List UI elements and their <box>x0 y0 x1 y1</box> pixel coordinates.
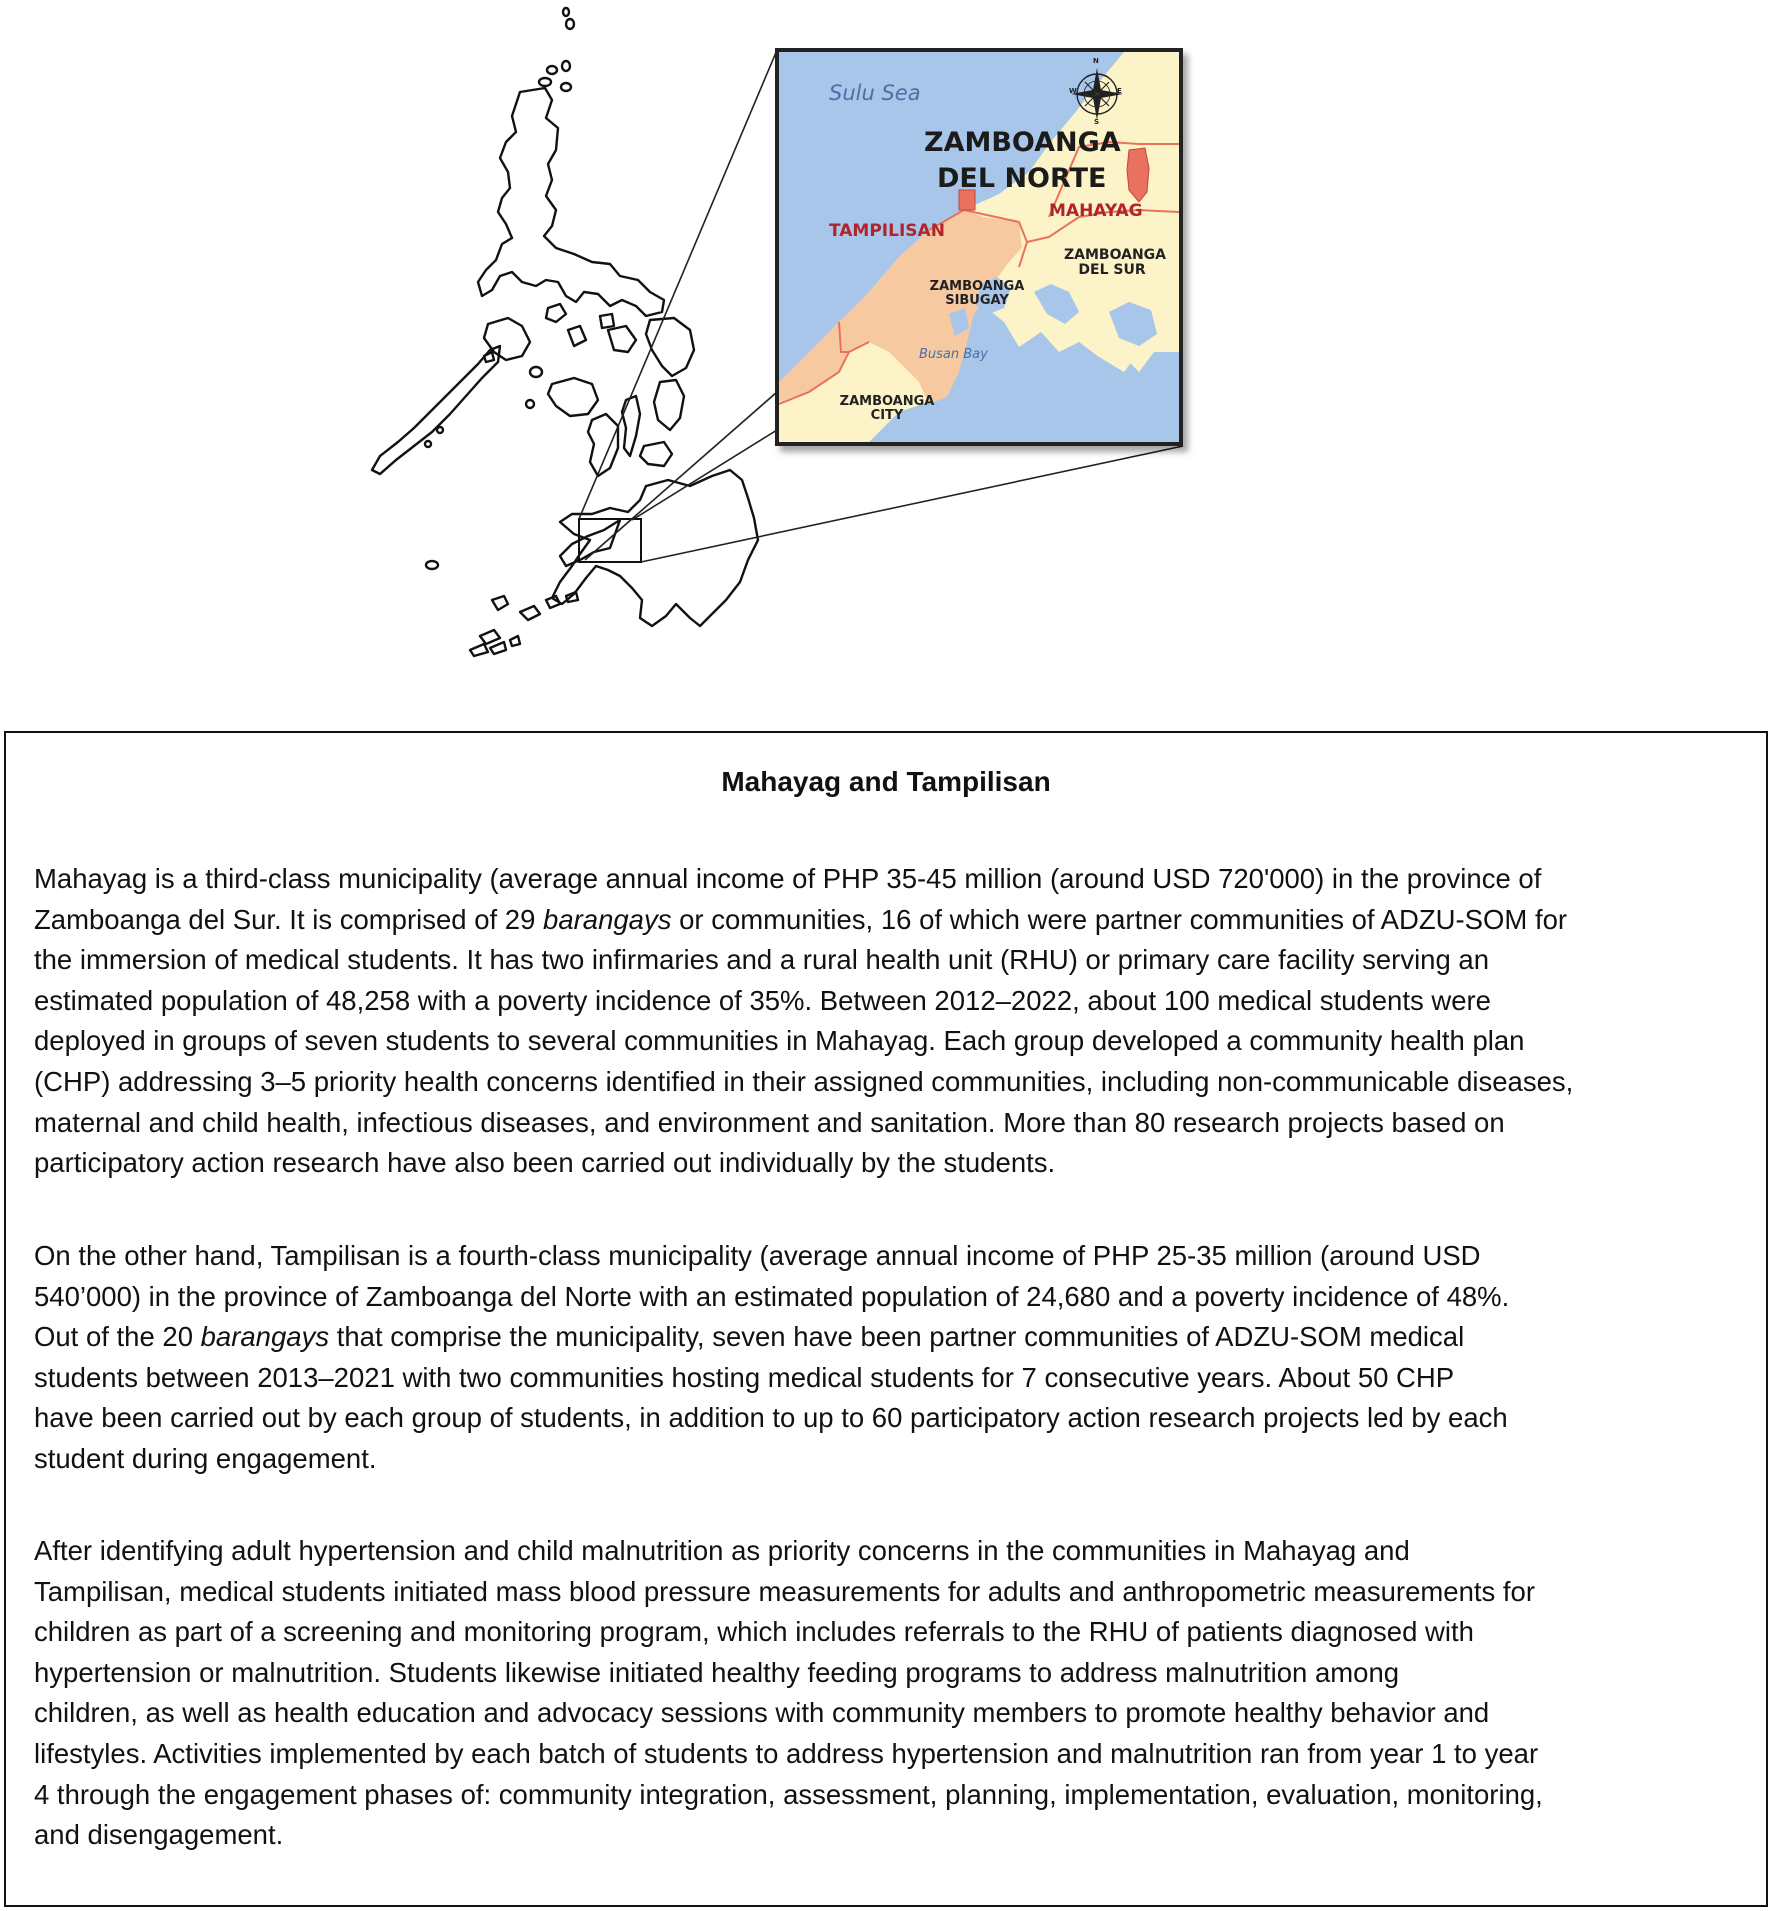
text-line: (CHP) addressing 3–5 priority health concerns identified in their assigned communities, including non-communicable diseases, <box>34 1065 1574 1097</box>
zamboanga-city-label: ZAMBOANGA CITY <box>839 394 935 424</box>
zamboanga-sibugay-label: ZAMBOANGA SIBUGAY <box>929 279 1025 309</box>
luzon-shape <box>478 88 664 316</box>
zamboanga-del-sur-label: ZAMBOANGA DEL SUR <box>1064 247 1166 279</box>
text-line: After identifying adult hypertension and child malnutrition as priority concerns in the communities in Mahayag and <box>34 1535 1410 1566</box>
paragraph-tampilisan <box>34 1236 1754 1480</box>
box-title: Mahayag and Tampilisan <box>721 766 1051 797</box>
sulu-sea-label: Sulu Sea <box>829 81 921 105</box>
islet-shape <box>563 8 569 16</box>
text-line: Tampilisan, medical students initiated mass blood pressure measurements for adults and anthropometric measurements for <box>34 1575 1535 1607</box>
paragraph-mahayag <box>34 859 1754 1184</box>
text-line: student during engagement. <box>34 1442 377 1474</box>
compass-s-label: S <box>1094 118 1100 126</box>
tampilisan-label: TAMPILISAN <box>829 221 945 241</box>
compass-e-label: E <box>1117 87 1122 95</box>
text-line: Out of the 20 barangays that comprise the municipality, seven have been partner communities of ADZU-SOM medical <box>34 1321 1465 1353</box>
zamboanga-del-norte-label-line2: DEL NORTE <box>937 163 1107 194</box>
map-figure <box>0 0 1772 720</box>
zamboanga-del-norte-label-line1: ZAMBOANGA <box>924 127 1121 158</box>
text-line: children as part of a screening and monitoring program, which includes referrals to the RHU of patients diagnosed with <box>34 1616 1474 1648</box>
text-line: and disengagement. <box>34 1819 284 1851</box>
busan-bay-label: Busan Bay <box>919 347 988 362</box>
inset-map <box>775 48 1183 446</box>
compass-w-label: W <box>1069 87 1077 95</box>
mindanao-shape <box>552 470 758 626</box>
text-line: Mahayag is a third-class municipality (average annual income of PHP 35-45 million (around USD 720'000) in the province of <box>34 863 1542 894</box>
text-line: 4 through the engagement phases of: community integration, assessment, planning, implementation, evaluation, monitoring, <box>34 1778 1543 1810</box>
text-line: 540’000) in the province of Zamboanga del Norte with an estimated population of 24,680 and a poverty incidence of 48%. <box>34 1280 1510 1312</box>
text-line: On the other hand, Tampilisan is a fourth-class municipality (average annual income of PHP 25-35 million (around USD <box>34 1240 1481 1271</box>
text-line: lifestyles. Activities implemented by each batch of students to address hypertension and malnutrition ran from year 1 to year <box>34 1737 1539 1769</box>
text-line: the immersion of medical students. It has two infirmaries and a rural health unit (RHU) or primary care facility serving an <box>34 944 1490 976</box>
edge-tick <box>1766 1642 1768 1694</box>
text-line: deployed in groups of seven students to several communities in Mahayag. Each group developed a community health plan <box>34 1025 1525 1057</box>
text-line: students between 2013–2021 with two communities hosting medical students for 7 consecutive years. About 50 CHP <box>34 1361 1455 1393</box>
paragraph-interventions <box>34 1531 1754 1856</box>
text-line: participatory action research have also been carried out individually by the students. <box>34 1147 1056 1179</box>
text-line: have been carried out by each group of students, in addition to up to 60 participatory action research projects led by each <box>34 1402 1508 1434</box>
text-line: maternal and child health, infectious diseases, and environment and sanitation. More than 80 research projects based on <box>34 1106 1505 1138</box>
text-line: Zamboanga del Sur. It is comprised of 29 barangays or communities, 16 of which were partner communities of ADZU-SOM for <box>34 903 1568 935</box>
mahayag-label: MAHAYAG <box>1049 201 1143 221</box>
compass-n-label: N <box>1093 57 1099 65</box>
text-line: children, as well as health education and advocacy sessions with community members to promote healthy behavior and <box>34 1697 1490 1729</box>
text-line: estimated population of 48,258 with a poverty incidence of 35%. Between 2012–2022, about 100 medical students were <box>34 984 1491 1016</box>
info-text-box <box>4 731 1768 1907</box>
text-line: hypertension or malnutrition. Students likewise initiated healthy feeding programs to address malnutrition among <box>34 1656 1400 1688</box>
